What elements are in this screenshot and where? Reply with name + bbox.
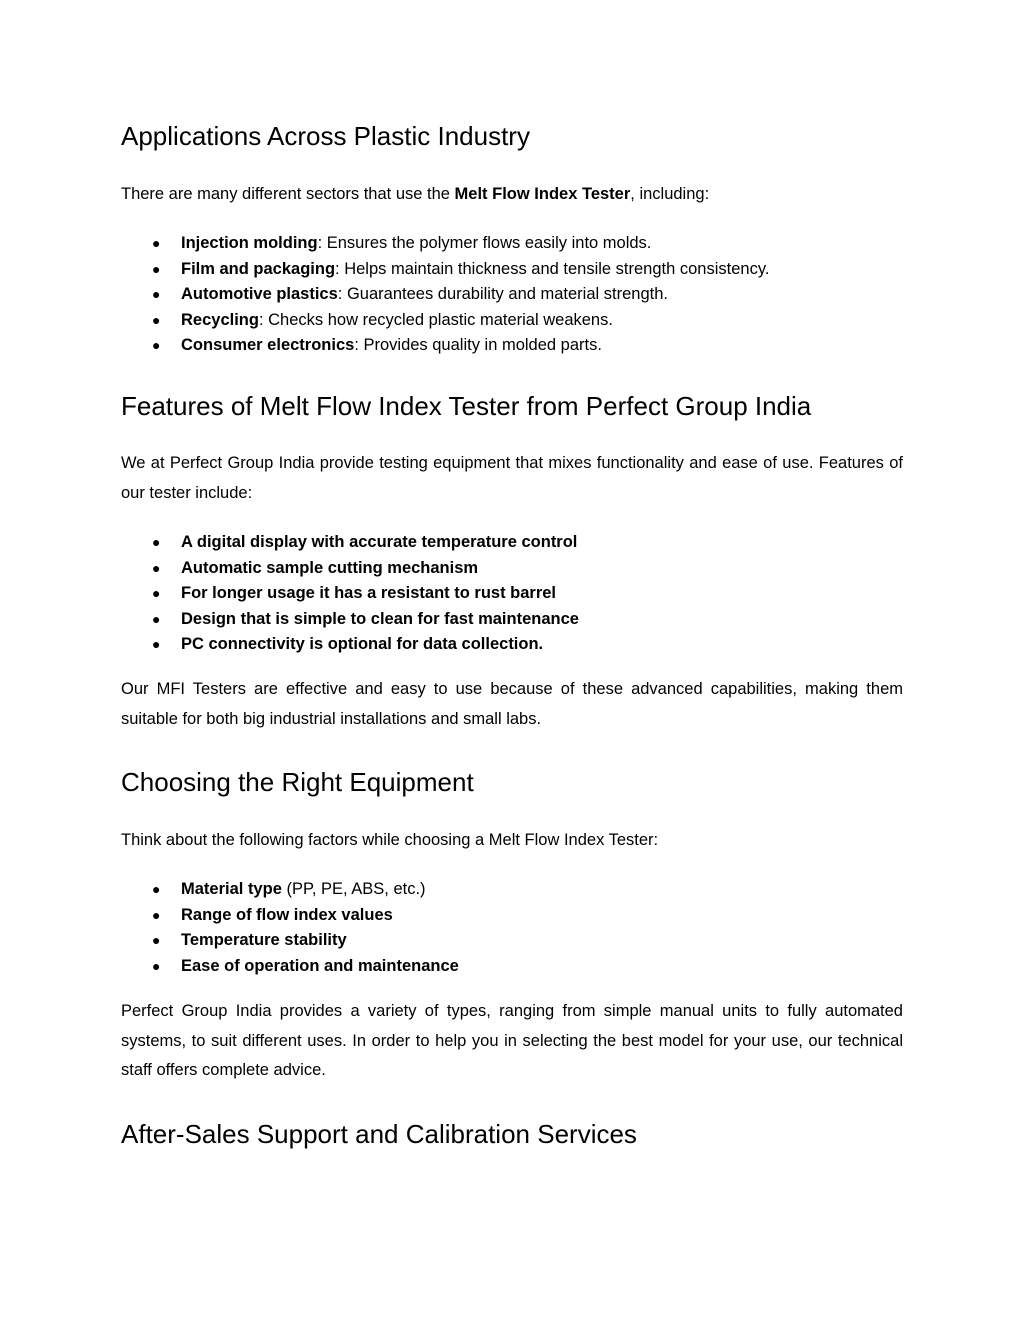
- bullet-icon: ●: [152, 881, 161, 897]
- list-item: ● Automotive plastics: Guarantees durability and material strength.: [121, 282, 903, 308]
- list-item: ● Ease of operation and maintenance: [121, 954, 903, 980]
- features-list: [121, 530, 903, 658]
- list-item: ● Film and packaging: Helps maintain thickness and tensile strength consistency.: [121, 257, 903, 283]
- list-item: ● Injection molding: Ensures the polymer flows easily into molds.: [121, 231, 903, 257]
- choosing-list: [121, 877, 903, 979]
- list-item: ● Design that is simple to clean for fast maintenance: [121, 607, 903, 633]
- list-item: ● For longer usage it has a resistant to rust barrel: [121, 581, 903, 607]
- list-item: ● PC connectivity is optional for data collection.: [121, 632, 903, 658]
- heading-choosing: Choosing the Right Equipment: [121, 767, 474, 797]
- choosing-intro: Think about the following factors while choosing a Melt Flow Index Tester:: [121, 831, 659, 849]
- bullet-icon: ●: [152, 235, 161, 251]
- bullet-icon: ●: [152, 585, 161, 601]
- applications-list: [121, 231, 903, 359]
- features-intro: We at Perfect Group India provide testing equipment that mixes functionality and ease of use. Features of our tester include:: [121, 454, 903, 502]
- features-outro: Our MFI Testers are effective and easy to use because of these advanced capabilities, making them suitable for both big industrial installations and small labs.: [121, 680, 903, 728]
- bullet-icon: ●: [152, 260, 161, 277]
- list-item: ● Automatic sample cutting mechanism: [121, 556, 903, 582]
- list-item: ● Consumer electronics: Provides quality in molded parts.: [121, 333, 903, 359]
- list-item: ● A digital display with accurate temperature control: [121, 530, 903, 556]
- bullet-icon: ●: [152, 534, 161, 550]
- heading-features: Features of Melt Flow Index Tester from Perfect Group India: [121, 391, 812, 421]
- bullet-icon: ●: [152, 286, 161, 302]
- heading-after-sales: After-Sales Support and Calibration Services: [121, 1119, 637, 1149]
- list-item: ● Recycling: Checks how recycled plastic material weakens.: [121, 308, 903, 334]
- bullet-icon: ●: [152, 957, 161, 974]
- list-item: ● Material type (PP, PE, ABS, etc.): [121, 877, 903, 903]
- heading-applications: Applications Across Plastic Industry: [121, 121, 530, 151]
- bullet-icon: ●: [152, 610, 161, 627]
- list-item: ● Range of flow index values: [121, 903, 903, 929]
- bullet-icon: ●: [152, 559, 161, 576]
- bullet-icon: ●: [152, 337, 161, 353]
- bullet-icon: ●: [152, 932, 161, 948]
- bullet-icon: ●: [152, 636, 161, 652]
- bullet-icon: ●: [152, 906, 161, 923]
- bullet-icon: ●: [152, 311, 161, 328]
- applications-intro: There are many different sectors that use the Melt Flow Index Tester, including:: [121, 185, 710, 203]
- choosing-outro: Perfect Group India provides a variety of types, ranging from simple manual units to fully automated systems, to suit different uses. In order to help you in selecting the best model for your use, our technical staff offers complete advice.: [121, 1002, 903, 1079]
- list-item: ● Temperature stability: [121, 928, 903, 954]
